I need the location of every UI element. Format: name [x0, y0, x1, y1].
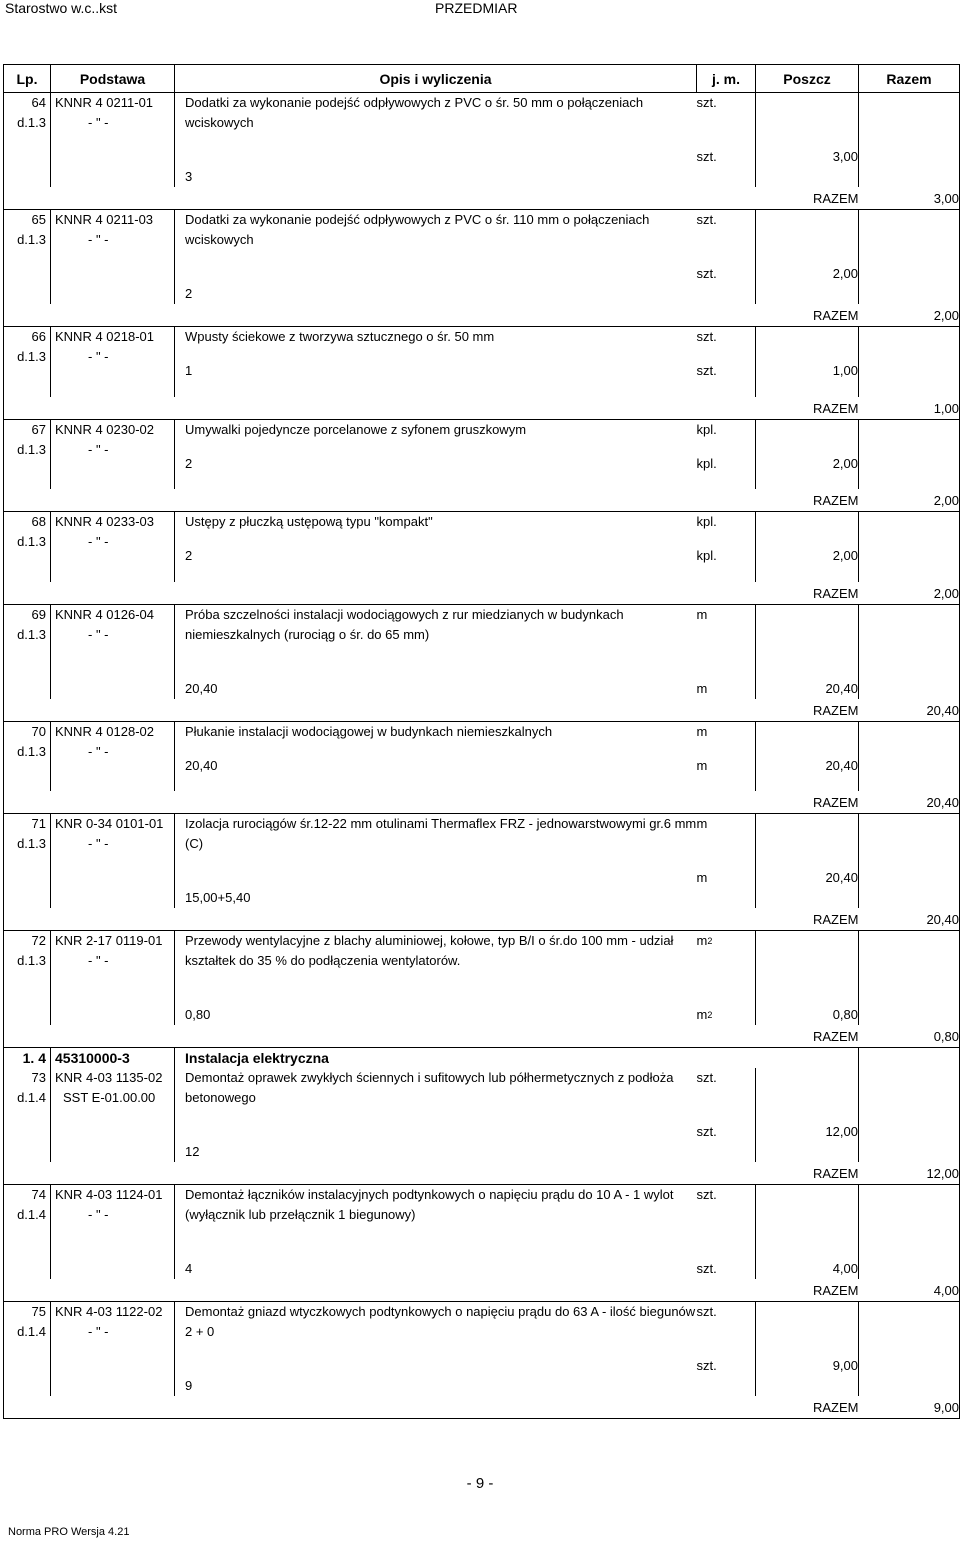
- item-basis-cell: [51, 512, 175, 582]
- item-basis: KNR 2-17 0119-01: [55, 933, 163, 948]
- item-unit: $m^2$: [696, 933, 713, 948]
- table-header-row: [4, 65, 960, 93]
- ditto-mark: - " -: [88, 836, 109, 851]
- chapter-code: 45310000-3: [51, 1048, 175, 1069]
- item-poszcz-value: 4,00: [832, 1261, 858, 1276]
- item-unit-cell: [697, 814, 756, 909]
- item-row: [4, 327, 960, 397]
- item-description: Płukanie instalacji wodociągowej w budynkach niemieszkalnych: [185, 723, 553, 739]
- sum-label: RAZEM: [4, 1396, 859, 1419]
- sum-label: RAZEM: [4, 699, 859, 722]
- item-basis: KNNR 4 0218-01: [55, 329, 154, 344]
- item-description: Demontaż łączników instalacyjnych podtynkowych o napięciu prądu do 10 A - 1 wylot (wyłącznik lub przełącznik 1 biegunowy): [185, 1187, 674, 1222]
- item-description: Demontaż gniazd wtyczkowych podtynkowych o napięciu prądu do 63 A - ilość biegunów 2 + 0: [185, 1304, 696, 1339]
- item-calc-unit: szt.: [696, 1124, 717, 1139]
- item-lp-cell: [4, 1302, 51, 1397]
- sum-row: [4, 1162, 960, 1185]
- item-desc-cell: [175, 93, 697, 188]
- item-poszcz-value: 2,00: [832, 548, 858, 563]
- item-basis-cell: [51, 721, 175, 791]
- sum-label: RAZEM: [4, 1279, 859, 1302]
- item-poszcz-value: 20,40: [825, 870, 858, 885]
- item-number: 73: [31, 1070, 46, 1085]
- item-basis-cell: [51, 93, 175, 188]
- sum-value: 4,00: [859, 1279, 960, 1302]
- ditto-mark: - " -: [88, 1207, 109, 1222]
- item-razem-cell: [859, 1185, 960, 1280]
- item-number: 66: [31, 329, 46, 344]
- item-poszcz-cell: [756, 93, 859, 188]
- item-poszcz-cell: [756, 210, 859, 305]
- item-razem-cell: [859, 1302, 960, 1397]
- item-ref: d.1.3: [17, 232, 46, 247]
- item-unit: kpl.: [696, 421, 717, 437]
- item-ref: d.1.3: [17, 626, 46, 642]
- item-razem-cell: [859, 327, 960, 397]
- item-basis-cell: [51, 419, 175, 489]
- item-number: 72: [31, 933, 46, 948]
- sum-row: [4, 699, 960, 722]
- item-razem-cell: [859, 210, 960, 305]
- item-number: 68: [31, 514, 46, 529]
- ditto-mark: - " -: [88, 953, 109, 968]
- item-unit: szt.: [696, 1304, 717, 1319]
- item-unit: m: [696, 816, 708, 831]
- item-unit-cell: [697, 512, 756, 582]
- item-unit: szt.: [696, 1070, 717, 1085]
- sum-row: [4, 187, 960, 210]
- item-lp-cell: [4, 814, 51, 909]
- item-calc-unit: szt.: [696, 1261, 717, 1276]
- item-basis-cell: [51, 1068, 175, 1162]
- sum-value: 9,00: [859, 1396, 960, 1419]
- item-basis-cell: [51, 210, 175, 305]
- item-calc-unit: szt.: [696, 266, 717, 281]
- sum-value: 20,40: [859, 699, 960, 722]
- sum-value: 3,00: [859, 187, 960, 210]
- item-poszcz-value: 0,80: [832, 1007, 858, 1022]
- item-unit-cell: [697, 931, 756, 1026]
- header-title: PRZEDMIAR: [435, 0, 518, 16]
- item-desc-cell: [175, 1185, 697, 1280]
- ditto-mark: - " -: [88, 232, 109, 247]
- item-desc-cell: [175, 210, 697, 305]
- item-calculation: 2: [185, 286, 193, 301]
- item-ref: d.1.3: [17, 115, 46, 130]
- sum-row: [4, 489, 960, 512]
- col-header-lp: Lp.: [4, 65, 51, 93]
- item-desc-cell: [175, 419, 697, 489]
- ditto-mark: - " -: [88, 441, 109, 457]
- ditto-mark: - " -: [88, 626, 109, 642]
- item-unit-cell: [697, 1302, 756, 1397]
- sum-value: 1,00: [859, 397, 960, 420]
- item-number: 71: [31, 816, 46, 831]
- sum-row: [4, 908, 960, 931]
- item-row: [4, 931, 960, 1026]
- item-unit: m: [696, 606, 708, 622]
- item-basis-cell: [51, 327, 175, 397]
- item-lp-cell: [4, 327, 51, 397]
- item-poszcz-cell: [756, 931, 859, 1026]
- item-calculation: 20,40: [185, 757, 218, 773]
- sum-value: 20,40: [859, 791, 960, 814]
- item-lp-cell: [4, 1068, 51, 1162]
- item-poszcz-cell: [756, 327, 859, 397]
- footer-version: Norma PRO Wersja 4.21: [8, 1526, 130, 1538]
- sum-label: RAZEM: [4, 791, 859, 814]
- item-calc-unit: $m^2$: [696, 1007, 713, 1022]
- item-desc-cell: [175, 512, 697, 582]
- item-basis: KNR 4-03 1135-02: [55, 1070, 163, 1085]
- sum-value: 2,00: [859, 582, 960, 605]
- item-description: Wpusty ściekowe z tworzywa sztucznego o śr. 50 mm: [185, 329, 495, 344]
- sum-value: 2,00: [859, 489, 960, 512]
- col-header-razem: Razem: [859, 65, 960, 93]
- item-calc-unit: szt.: [696, 1358, 717, 1373]
- item-poszcz-cell: [756, 1302, 859, 1397]
- item-row: [4, 512, 960, 582]
- item-description: Ustępy z płuczką ustępową typu "kompakt": [185, 514, 433, 529]
- item-unit-cell: [697, 210, 756, 305]
- item-number: 65: [31, 212, 46, 227]
- item-calculation: 2: [185, 455, 193, 471]
- ditto-mark: - " -: [88, 349, 109, 364]
- item-calc-unit: kpl.: [696, 455, 717, 471]
- item-lp-cell: [4, 512, 51, 582]
- item-desc-cell: [175, 931, 697, 1026]
- item-razem-cell: [859, 931, 960, 1026]
- item-poszcz-value: 12,00: [825, 1124, 858, 1139]
- item-unit: szt.: [696, 212, 717, 227]
- item-row: [4, 93, 960, 188]
- item-calculation: 9: [185, 1378, 193, 1393]
- item-lp-cell: [4, 721, 51, 791]
- item-calc-unit: m: [696, 870, 708, 885]
- item-row: [4, 210, 960, 305]
- item-poszcz-cell: [756, 604, 859, 699]
- item-poszcz-cell: [756, 814, 859, 909]
- item-poszcz-cell: [756, 419, 859, 489]
- item-lp-cell: [4, 604, 51, 699]
- item-poszcz-cell: [756, 512, 859, 582]
- ditto-mark: - " -: [88, 534, 109, 549]
- item-unit-cell: [697, 327, 756, 397]
- item-lp-cell: [4, 1185, 51, 1280]
- chapter-number: 1. 4: [4, 1048, 51, 1069]
- estimate-table: [3, 64, 960, 1419]
- item-poszcz-value: 3,00: [832, 149, 858, 164]
- item-calculation: 0,80: [185, 1007, 211, 1022]
- sum-label: RAZEM: [4, 582, 859, 605]
- item-basis: KNNR 4 0211-03: [55, 212, 154, 227]
- item-row: [4, 1302, 960, 1397]
- item-description: Dodatki za wykonanie podejść odpływowych z PVC o śr. 110 mm o połączeniach wciskowych: [185, 212, 650, 247]
- item-unit: kpl.: [696, 514, 717, 529]
- item-razem-cell: [859, 604, 960, 699]
- item-description: Próba szczelności instalacji wodociągowych z rur miedzianych w budynkach niemieszkalnych (rurociąg o śr. do 65 mm): [185, 606, 624, 642]
- item-calculation: 12: [185, 1144, 200, 1159]
- item-razem-cell: [859, 419, 960, 489]
- item-number: 67: [31, 421, 46, 437]
- item-desc-cell: [175, 721, 697, 791]
- item-ref: d.1.3: [17, 953, 46, 968]
- item-unit-cell: [697, 1185, 756, 1280]
- ditto-mark: - " -: [88, 115, 109, 130]
- item-calculation: 1: [185, 363, 193, 378]
- col-header-poszcz: Poszcz: [756, 65, 859, 93]
- sum-row: [4, 304, 960, 327]
- item-basis-cell: [51, 1185, 175, 1280]
- sum-row: [4, 397, 960, 420]
- item-row: [4, 1068, 960, 1162]
- item-ref: d.1.3: [17, 349, 46, 364]
- item-calculation: 20,40: [185, 680, 218, 696]
- item-calculation: 3: [185, 169, 193, 184]
- sum-row: [4, 1396, 960, 1419]
- chapter-title: Instalacja elektryczna: [175, 1048, 697, 1069]
- sum-row: [4, 1025, 960, 1048]
- item-basis: KNR 4-03 1122-02: [55, 1304, 163, 1319]
- item-row: [4, 1185, 960, 1280]
- sum-label: RAZEM: [4, 908, 859, 931]
- item-poszcz-cell: [756, 721, 859, 791]
- item-number: 74: [31, 1187, 46, 1202]
- item-description: Umywalki pojedyncze porcelanowe z syfonem gruszkowym: [185, 421, 527, 437]
- sum-value: 2,00: [859, 304, 960, 327]
- superscript-2: 2: [707, 936, 713, 946]
- sum-value: 12,00: [859, 1162, 960, 1185]
- item-description: Przewody wentylacyjne z blachy aluminiowej, kołowe, typ B/I o śr.do 100 mm - udział kształtek do 35 % do podłączenia wentylatorów.: [185, 933, 674, 968]
- item-desc-cell: [175, 604, 697, 699]
- item-description: Dodatki za wykonanie podejść odpływowych z PVC o śr. 50 mm o połączeniach wciskowych: [185, 95, 644, 130]
- item-poszcz-value: 9,00: [832, 1358, 858, 1373]
- item-ref: d.1.3: [17, 441, 46, 457]
- sum-row: [4, 1279, 960, 1302]
- ditto-mark: - " -: [88, 1324, 109, 1339]
- item-lp-cell: [4, 93, 51, 188]
- item-razem-cell: [859, 1068, 960, 1162]
- item-poszcz-cell: [756, 1185, 859, 1280]
- sum-label: RAZEM: [4, 1025, 859, 1048]
- item-poszcz-value: 2,00: [832, 455, 858, 471]
- item-poszcz-value: 20,40: [825, 757, 858, 773]
- item-basis: KNR 0-34 0101-01: [55, 816, 164, 831]
- item-row: [4, 419, 960, 489]
- item-calculation: 15,00+5,40: [185, 890, 251, 905]
- item-desc-cell: [175, 814, 697, 909]
- item-basis-cell: [51, 814, 175, 909]
- item-number: 70: [31, 723, 46, 739]
- sum-label: RAZEM: [4, 1162, 859, 1185]
- item-basis: KNNR 4 0126-04: [55, 606, 154, 622]
- item-poszcz-value: 2,00: [832, 266, 858, 281]
- item-unit-cell: [697, 721, 756, 791]
- col-header-basis: Podstawa: [51, 65, 175, 93]
- superscript-2: 2: [707, 1010, 713, 1020]
- item-poszcz-value: 20,40: [825, 680, 858, 696]
- item-basis: KNR 4-03 1124-01: [55, 1187, 163, 1202]
- item-unit-cell: [697, 604, 756, 699]
- item-unit-cell: [697, 1068, 756, 1162]
- item-calc-unit: m: [696, 680, 708, 696]
- item-calc-unit: szt.: [696, 149, 717, 164]
- item-unit: m: [696, 723, 708, 739]
- item-basis: KNNR 4 0230-02: [55, 421, 154, 437]
- item-basis: KNNR 4 0211-01: [55, 95, 154, 110]
- item-razem-cell: [859, 721, 960, 791]
- chapter-row: [4, 1048, 960, 1069]
- item-ref: d.1.3: [17, 743, 46, 759]
- item-unit-cell: [697, 419, 756, 489]
- item-basis: KNNR 4 0128-02: [55, 723, 154, 739]
- item-row: [4, 814, 960, 909]
- item-lp-cell: [4, 419, 51, 489]
- item-ref: d.1.4: [17, 1207, 46, 1222]
- item-number: 75: [31, 1304, 46, 1319]
- sum-label: RAZEM: [4, 304, 859, 327]
- header-left: Starostwo w.c..kst: [5, 0, 118, 16]
- item-basis-cell: [51, 604, 175, 699]
- item-calculation: 2: [185, 548, 193, 563]
- item-calc-unit: m: [696, 757, 708, 773]
- item-basis-cell: [51, 1302, 175, 1397]
- sum-row: [4, 582, 960, 605]
- item-description: Demontaż oprawek zwykłych ściennych i sufitowych lub półhermetycznych z podłoża betonowego: [185, 1070, 674, 1105]
- item-calc-unit: szt.: [696, 363, 717, 378]
- item-unit: szt.: [696, 329, 717, 344]
- item-number: 69: [31, 606, 46, 622]
- page-number: - 9 -: [466, 1475, 494, 1492]
- item-razem-cell: [859, 93, 960, 188]
- item-unit: szt.: [696, 1187, 717, 1202]
- item-row: [4, 604, 960, 699]
- item-row: [4, 721, 960, 791]
- sum-label: RAZEM: [4, 187, 859, 210]
- item-basis: KNNR 4 0233-03: [55, 514, 154, 529]
- ditto-mark: - " -: [88, 743, 109, 759]
- item-calculation: 4: [185, 1261, 193, 1276]
- sum-row: [4, 791, 960, 814]
- item-ref: d.1.4: [17, 1324, 46, 1339]
- item-unit: szt.: [696, 95, 717, 110]
- item-razem-cell: [859, 512, 960, 582]
- item-basis-cell: [51, 931, 175, 1026]
- item-ref: d.1.4: [17, 1090, 46, 1105]
- item-unit-cell: [697, 93, 756, 188]
- item-desc-cell: [175, 1068, 697, 1162]
- sum-value: 0,80: [859, 1025, 960, 1048]
- item-desc-cell: [175, 1302, 697, 1397]
- item-ref: d.1.3: [17, 534, 46, 549]
- chapter-blank-razem: [859, 1048, 960, 1069]
- item-ref: d.1.3: [17, 836, 46, 851]
- sum-label: RAZEM: [4, 489, 859, 512]
- chapter-blank: [697, 1048, 859, 1069]
- col-header-unit: j. m.: [697, 65, 756, 93]
- item-calc-unit: kpl.: [696, 548, 717, 563]
- item-poszcz-cell: [756, 1068, 859, 1162]
- item-lp-cell: [4, 931, 51, 1026]
- item-poszcz-value: 1,00: [832, 363, 858, 378]
- item-lp-cell: [4, 210, 51, 305]
- sum-value: 20,40: [859, 908, 960, 931]
- col-header-desc: Opis i wyliczenia: [175, 65, 697, 93]
- item-spec: SST E-01.00.00: [63, 1090, 156, 1105]
- item-razem-cell: [859, 814, 960, 909]
- item-desc-cell: [175, 327, 697, 397]
- item-description: Izolacja rurociągów śr.12-22 mm otulinami Thermaflex FRZ - jednowarstwowymi gr.6 mm (C): [185, 816, 697, 851]
- sum-label: RAZEM: [4, 397, 859, 420]
- item-number: 64: [31, 95, 46, 110]
